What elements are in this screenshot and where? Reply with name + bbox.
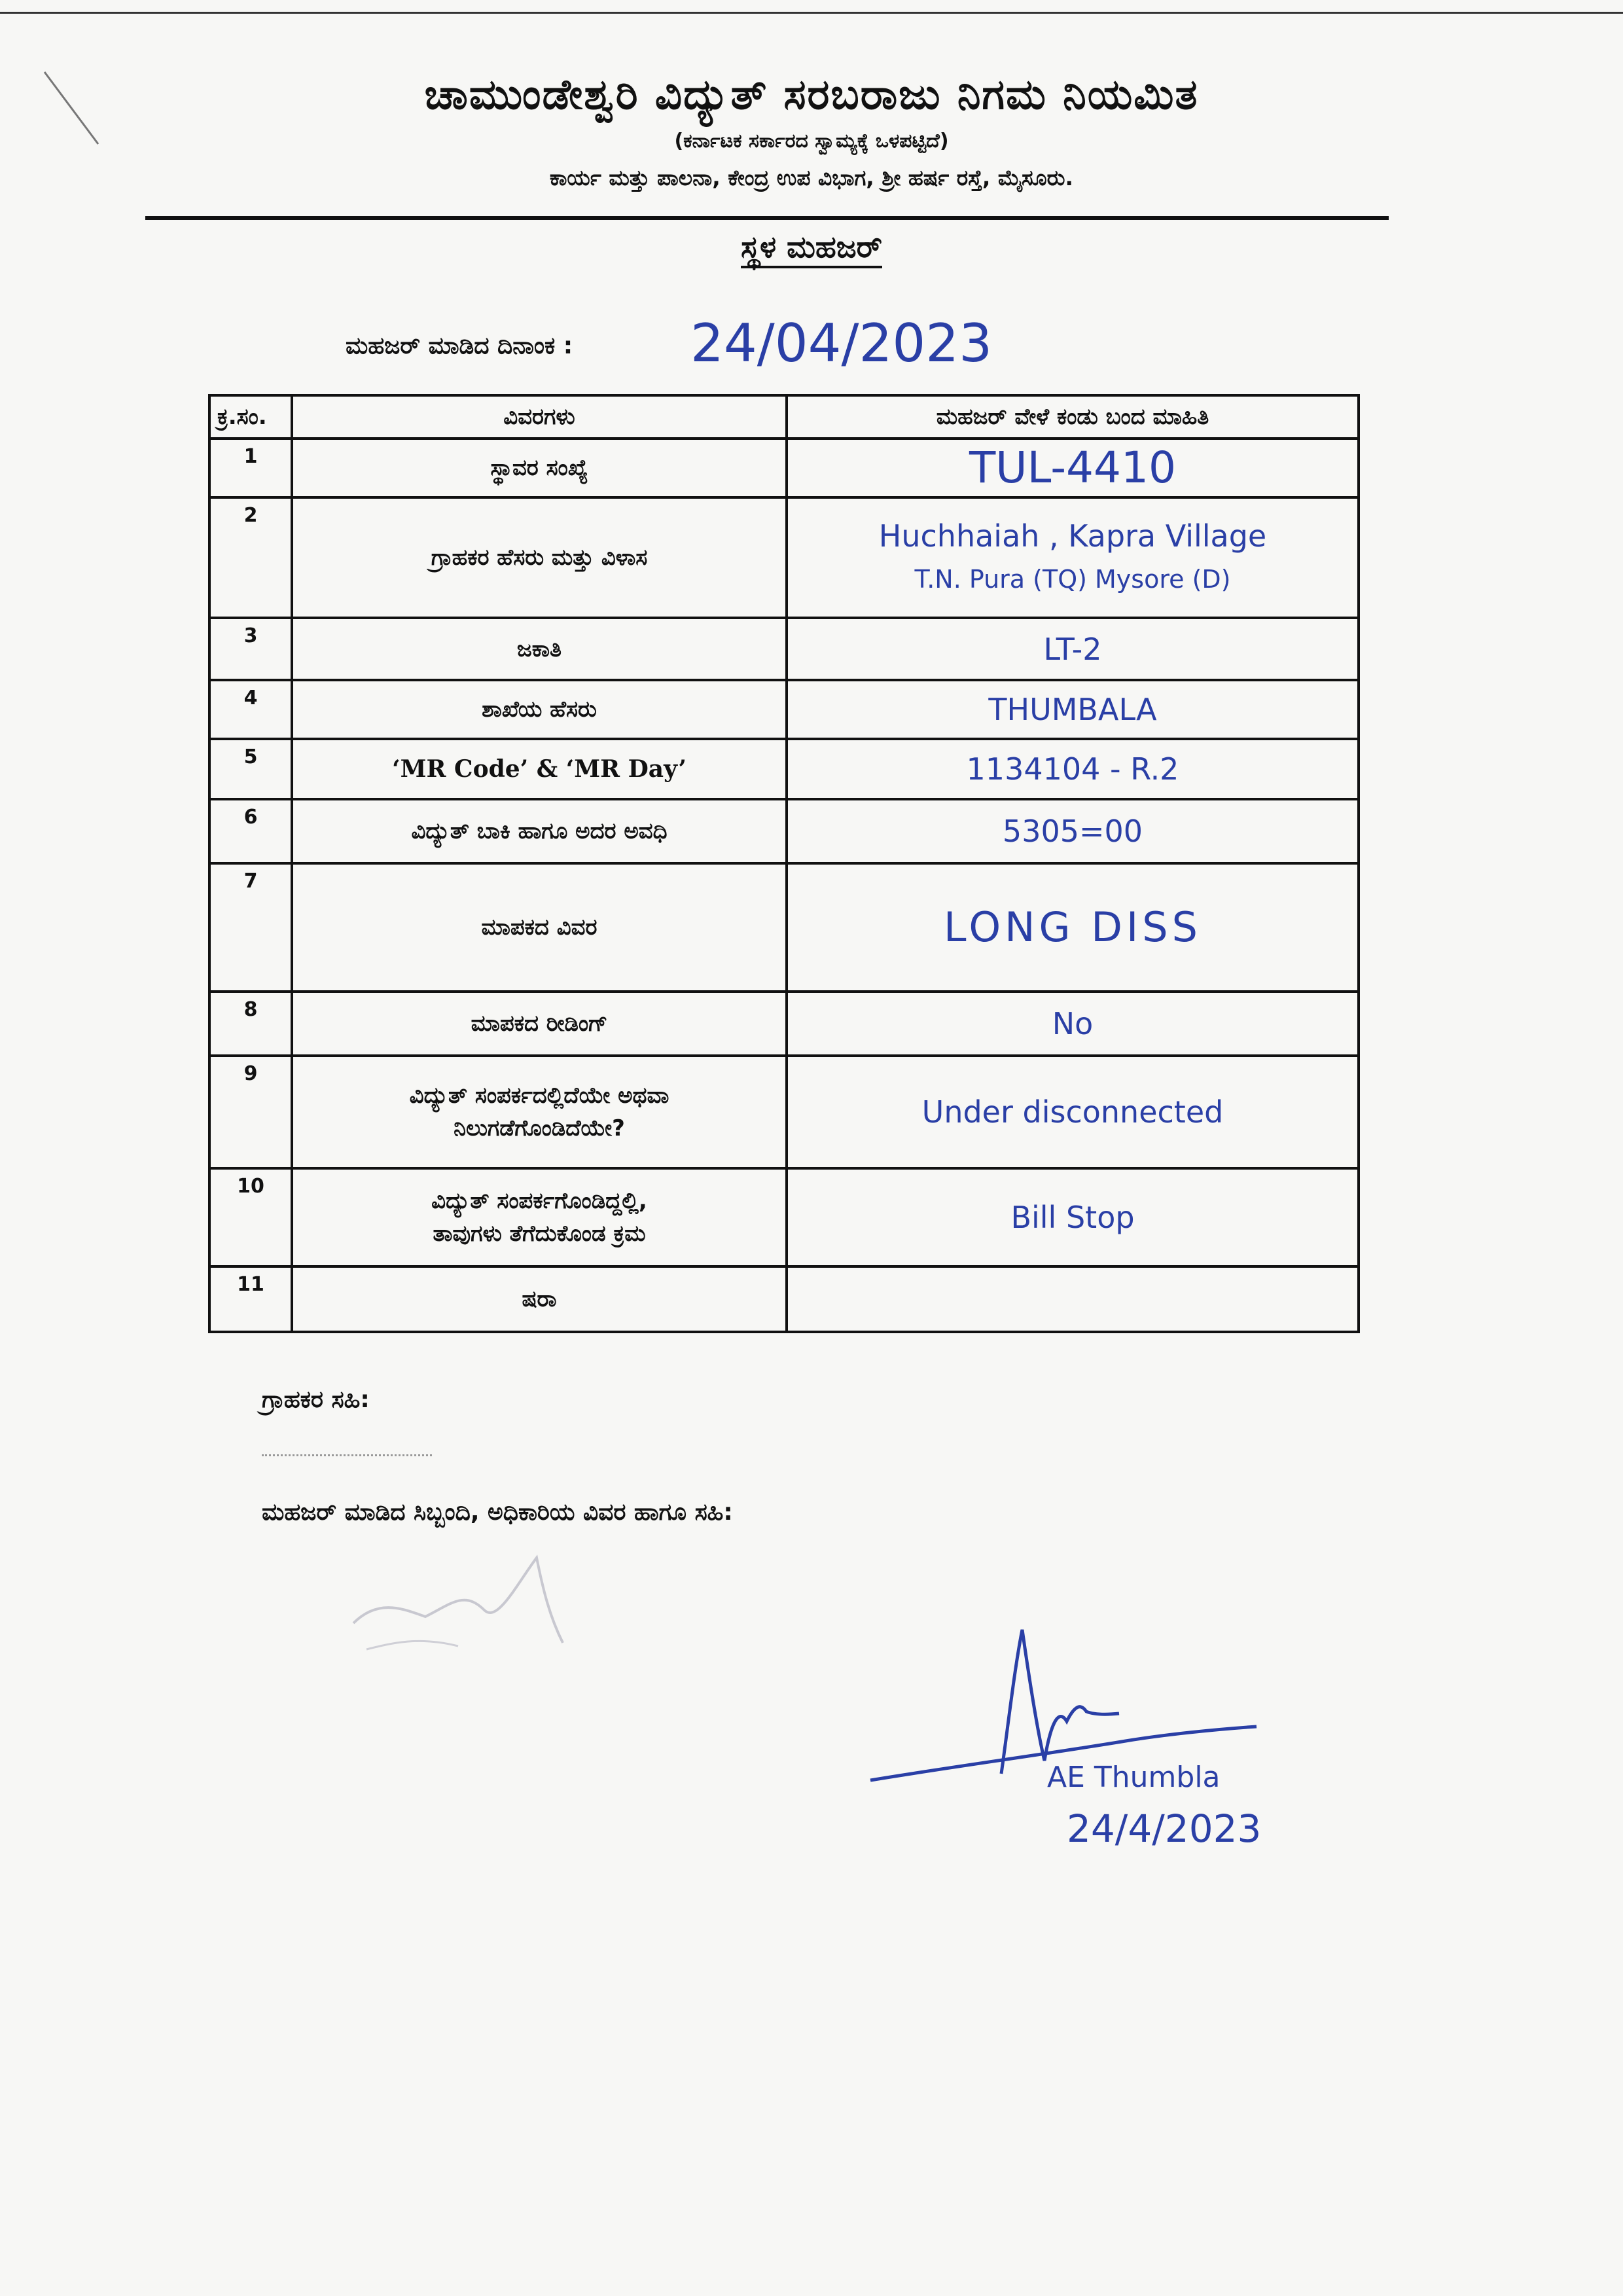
- row-value-line-1: Huchhaiah , Kapra Village: [878, 518, 1267, 554]
- row-label: ವಿದ್ಯುತ್ ಬಾಕಿ ಹಾಗೂ ಅದರ ಅವಧಿ: [292, 799, 787, 863]
- row-value: Under disconnected: [787, 1056, 1359, 1168]
- row-number: 5: [209, 739, 292, 799]
- row-number: 9: [209, 1056, 292, 1168]
- date-value: 24/04/2023: [690, 313, 993, 374]
- row-value: 5305=00: [787, 799, 1359, 863]
- row-value: LT-2: [787, 618, 1359, 680]
- table-row: [209, 439, 1359, 497]
- row-number: 6: [209, 799, 292, 863]
- row-label-line-1: ವಿದ್ಯುತ್ ಸಂಪರ್ಕಗೊಂಡಿದ್ದಲ್ಲಿ,: [431, 1188, 647, 1214]
- office-address: ಕಾರ್ಯ ಮತ್ತು ಪಾಲನಾ, ಕೇಂದ್ರ ಉಪ ವಿಭಾಗ, ಶ್ರೀ ಹರ್ಷ ರಸ್ತೆ, ಮೈಸೂರು.: [549, 165, 1074, 190]
- row-value: TUL-4410: [787, 439, 1359, 497]
- row-number: 3: [209, 618, 292, 680]
- faint-signature-stroke: [366, 1641, 458, 1649]
- row-number: 2: [209, 497, 292, 618]
- official-designation: AE Thumbla: [1047, 1761, 1221, 1794]
- table-row: [209, 799, 1359, 863]
- scan-edge-line: [0, 12, 1623, 14]
- faint-signature-stroke: [353, 1558, 563, 1643]
- row-value: [787, 1266, 1359, 1332]
- table-row: [209, 1266, 1359, 1332]
- table-row: [209, 1056, 1359, 1168]
- row-label: ‘MR Code’ & ‘MR Day’: [292, 739, 787, 799]
- table-row: [209, 992, 1359, 1056]
- row-value: No: [787, 992, 1359, 1056]
- scan-artifact-mark: [39, 65, 118, 170]
- table-row: [209, 680, 1359, 739]
- mahazar-table: [208, 394, 1360, 1333]
- row-label: [292, 1168, 787, 1266]
- row-number: 11: [209, 1266, 292, 1332]
- table-header-row: [209, 395, 1359, 439]
- header-details: ವಿವರಗಳು: [292, 395, 787, 439]
- row-label: ಸ್ಥಾವರ ಸಂಖ್ಯೆ: [292, 439, 787, 497]
- table-row: [209, 1168, 1359, 1266]
- row-label: ಮಾಪಕದ ವಿವರ: [292, 863, 787, 992]
- row-label: ಜಕಾತಿ: [292, 618, 787, 680]
- row-number: 4: [209, 680, 292, 739]
- table-row: [209, 618, 1359, 680]
- row-value: THUMBALA: [787, 680, 1359, 739]
- date-label: ಮಹಜರ್ ಮಾಡಿದ ದಿನಾಂಕ :: [346, 332, 573, 359]
- table-row: [209, 739, 1359, 799]
- row-value: 1134104 - R.2: [787, 739, 1359, 799]
- table-row: [209, 863, 1359, 992]
- org-subtitle: (ಕರ್ನಾಟಕ ಸರ್ಕಾರದ ಸ್ವಾಮ್ಯಕ್ಕೆ ಒಳಪಟ್ಟಿದೆ): [674, 130, 949, 152]
- row-number: 7: [209, 863, 292, 992]
- row-label: ಷರಾ: [292, 1266, 787, 1332]
- header-findings: ಮಹಜರ್ ವೇಳೆ ಕಂಡು ಬಂದ ಮಾಹಿತಿ: [787, 395, 1359, 439]
- row-label-line-1: ವಿದ್ಯುತ್ ಸಂಪರ್ಕದಲ್ಲಿದೆಯೇ ಅಥವಾ: [409, 1083, 669, 1109]
- row-label-line-2: ತಾವುಗಳು ತೆಗೆದುಕೊಂಡ ಕ್ರಮ: [433, 1221, 646, 1247]
- row-number: 1: [209, 439, 292, 497]
- org-title: ಚಾಮುಂಡೇಶ್ವರಿ ವಿದ್ಯುತ್ ಸರಬರಾಜು ನಿಗಮ ನಿಯಮಿತ: [424, 71, 1199, 119]
- document-heading-text: ಸ್ಥಳ ಮಹಜರ್: [741, 229, 882, 268]
- row-label: ಗ್ರಾಹಕರ ಹೆಸರು ಮತ್ತು ವಿಳಾಸ: [292, 497, 787, 618]
- customer-signature-line: [262, 1454, 432, 1456]
- row-label: [292, 1056, 787, 1168]
- official-sign-date: 24/4/2023: [1067, 1806, 1262, 1851]
- row-label: ಮಾಪಕದ ರೀಡಿಂಗ್: [292, 992, 787, 1056]
- row-value: [787, 497, 1359, 618]
- document-heading: [0, 229, 1623, 266]
- row-number: 10: [209, 1168, 292, 1266]
- row-value: Bill Stop: [787, 1168, 1359, 1266]
- row-number: 8: [209, 992, 292, 1056]
- table-row: [209, 497, 1359, 618]
- row-value: LONG DISS: [787, 863, 1359, 992]
- customer-signature-label: ಗ್ರಾಹಕರ ಸಹಿ:: [262, 1386, 370, 1413]
- row-value-line-2: T.N. Pura (TQ) Mysore (D): [914, 565, 1231, 594]
- faint-signature-mark: [327, 1532, 668, 1676]
- row-label: ಶಾಖೆಯ ಹೆಸರು: [292, 680, 787, 739]
- header-serial: ಕ್ರ.ಸಂ.: [209, 395, 292, 439]
- row-label-line-2: ನಿಲುಗಡೆಗೊಂಡಿದೆಯೇ?: [454, 1115, 625, 1141]
- official-signature-label: ಮಹಜರ್ ಮಾಡಿದ ಸಿಬ್ಬಂದಿ, ಅಧಿಕಾರಿಯ ವಿವರ ಹಾಗೂ ಸಹಿ:: [262, 1499, 733, 1526]
- header-rule: [145, 216, 1389, 220]
